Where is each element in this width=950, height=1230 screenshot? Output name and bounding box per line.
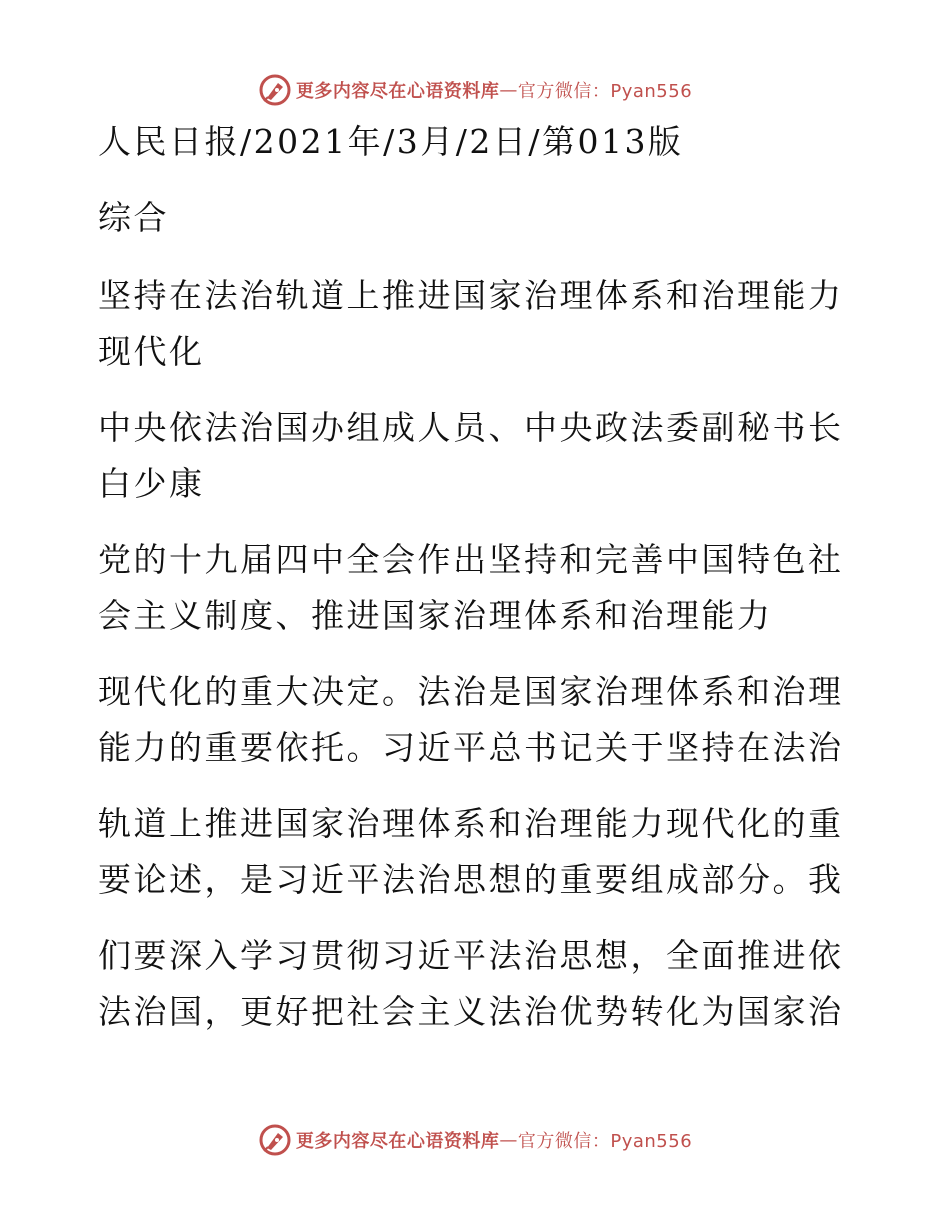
doc-line-author-2: 白少康 [98, 464, 205, 503]
doc-line-body: 党的十九届四中全会作出坚持和完善中国特色社 [98, 540, 844, 579]
doc-line-section: 综合 [98, 198, 169, 237]
doc-line-body: 现代化的重大决定。法治是国家治理体系和治理 [98, 672, 844, 711]
watermark-wechat: 官方微信：Pyan556 [517, 81, 693, 102]
doc-line-body: 能力的重要依托。习近平总书记关于坚持在法治 [98, 728, 844, 767]
watermark-title: 更多内容尽在心语资料库 [295, 1131, 500, 1152]
pen-nib-icon [258, 73, 292, 107]
watermark-wechat: 官方微信：Pyan556 [517, 1131, 693, 1152]
doc-line-headline-2: 现代化 [98, 332, 205, 371]
doc-line-body: 要论述，是习近平法治思想的重要组成部分。我 [98, 860, 844, 899]
doc-line-headline-1: 坚持在法治轨道上推进国家治理体系和治理能力 [98, 276, 844, 315]
doc-line-body: 法治国，更好把社会主义法治优势转化为国家治 [98, 992, 844, 1031]
doc-line-body: 会主义制度、推进国家治理体系和治理能力 [98, 596, 773, 635]
pen-nib-icon [258, 1123, 292, 1157]
doc-line-source: 人民日报/2021年/3月/2日/第013版 [98, 122, 684, 161]
watermark-dash: — [499, 1129, 518, 1151]
doc-line-body: 轨道上推进国家治理体系和治理能力现代化的重 [98, 804, 844, 843]
watermark-title: 更多内容尽在心语资料库 [295, 81, 500, 102]
doc-line-author-1: 中央依法治国办组成人员、中央政法委副秘书长 [98, 408, 844, 447]
watermark-footer [0, 1118, 950, 1162]
doc-line-body: 们要深入学习贯彻习近平法治思想，全面推进依 [98, 936, 844, 975]
watermark-header [0, 68, 950, 112]
watermark-dash: — [499, 79, 518, 101]
